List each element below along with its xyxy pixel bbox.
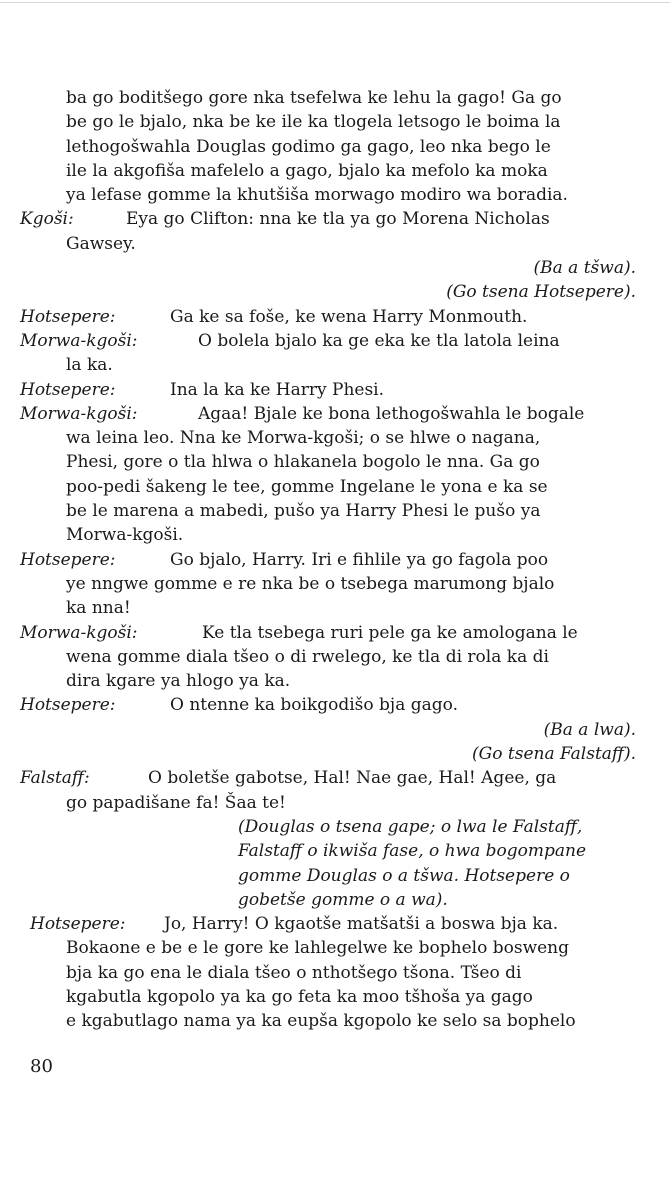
- text-line: lethogošwahla Douglas godimo ga gago, leo nka bego le: [66, 136, 551, 157]
- speaker-name: Kgoši:: [20, 209, 74, 230]
- text-line: be go le bjalo, nka be ke ile ka tlogela letsogo le boima la: [66, 112, 561, 133]
- text-line: la ka.: [66, 355, 113, 376]
- text-line: Bokaone e be e le gore ke lahlegelwe ke bophelo bosweng: [66, 938, 570, 959]
- speaker-name: Morwa-kgoši:: [20, 622, 138, 643]
- speaker-name: Hotsepere:: [20, 695, 116, 716]
- text-line: ile la akgofiša mafelelo a gago, bjalo ka mefolo ka moka: [66, 160, 548, 181]
- text-line: Phesi, gore o tla hlwa o hlakanela bogolo le nna. Ga go: [66, 452, 540, 473]
- speech-text: Ina la ka ke Harry Phesi.: [170, 379, 385, 400]
- page-number: 80: [30, 1056, 53, 1077]
- text-line: wa leina leo. Nna ke Morwa-kgoši; o se hlwe o nagana,: [66, 428, 541, 449]
- speech-line: [20, 912, 640, 936]
- stage-direction: gobetše gomme o a wa).: [238, 889, 448, 910]
- text-line: ba go boditšego gore nka tsefelwa ke lehu la gago! Ga go: [66, 88, 562, 108]
- speaker-name: Falstaff:: [20, 768, 90, 789]
- speech-text: O bolela bjalo ka ge eka ke tla latola leina: [198, 330, 560, 351]
- text-line: poo-pedi šakeng le tee, gomme Ingelane le yona e ka se: [66, 476, 548, 497]
- speech-text: Eya go Clifton: nna ke tla ya go Morena Nicholas: [126, 209, 550, 230]
- speech-text: O ntenne ka boikgodišo bja gago.: [170, 695, 458, 716]
- stage-direction: gomme Douglas o a tšwa. Hotsepere o: [238, 865, 570, 886]
- play-text: [20, 86, 640, 1034]
- speech-line: [20, 378, 640, 402]
- text-line: go papadišane fa! Šaa te!: [66, 792, 286, 813]
- speaker-name: Hotsepere:: [20, 549, 116, 570]
- speech-line: [20, 329, 640, 353]
- text-line: bja ka go ena le diala tšeo o nthotšego tšona. Tšeo di: [66, 962, 522, 983]
- speaker-name: Hotsepere:: [20, 306, 116, 327]
- speech-text: Ga ke sa foše, ke wena Harry Monmouth.: [170, 306, 528, 327]
- speaker-name: Morwa-kgoši:: [20, 330, 138, 351]
- stage-direction: (Ba a lwa).: [543, 719, 636, 740]
- text-line: be le marena a mabedi, pušo ya Harry Phesi le pušo ya: [66, 501, 541, 522]
- text-line: dira kgare ya hlogo ya ka.: [66, 671, 291, 692]
- speech-text: Agaa! Bjale ke bona lethogošwahla le bogale: [198, 403, 585, 424]
- text-line: wena gomme diala tšeo o di rwelego, ke tla di rola ka di: [66, 646, 549, 667]
- speaker-name: Hotsepere:: [20, 379, 116, 400]
- page-top-edge: [0, 2, 670, 3]
- speech-line: [20, 207, 640, 231]
- speech-line: [20, 402, 640, 426]
- text-line: ka nna!: [66, 598, 131, 619]
- speech-line: [20, 693, 640, 717]
- stage-direction: (Ba a tšwa).: [533, 258, 636, 279]
- speech-text: Ke tla tsebega ruri pele ga ke amologana le: [202, 622, 578, 643]
- stage-direction: (Go tsena Falstaff).: [472, 744, 636, 765]
- text-line: Morwa-kgoši.: [66, 525, 184, 546]
- speaker-name: Morwa-kgoši:: [20, 403, 138, 424]
- stage-direction: Falstaff o ikwiša fase, o hwa bogompane: [238, 841, 587, 862]
- speech-line: [20, 621, 640, 645]
- text-line: Gawsey.: [66, 233, 136, 254]
- speech-line: [20, 305, 640, 329]
- text-line: ye nngwe gomme e re nka be o tsebega marumong bjalo: [66, 573, 555, 594]
- speech-text: O boletše gabotse, Hal! Nae gae, Hal! Agee, ga: [148, 768, 557, 789]
- speaker-name: Hotsepere:: [30, 914, 126, 935]
- text-line: e kgabutlago nama ya ka eupša kgopolo ke selo sa bophelo: [66, 1011, 576, 1032]
- speech-line: [20, 766, 640, 790]
- speech-text: Jo, Harry! O kgaotše matšatši a boswa bja ka.: [164, 914, 559, 935]
- speech-text: Go bjalo, Harry. Iri e fihlile ya go fagola poo: [170, 549, 549, 570]
- speech-line: [20, 548, 640, 572]
- stage-direction: (Go tsena Hotsepere).: [446, 282, 636, 303]
- text-line: ya lefase gomme la khutšiša morwago modiro wa boradia.: [66, 185, 568, 206]
- text-line: kgabutla kgopolo ya ka go feta ka moo tšhoša ya gago: [66, 986, 533, 1007]
- stage-direction: (Douglas o tsena gape; o lwa le Falstaff,: [238, 816, 583, 837]
